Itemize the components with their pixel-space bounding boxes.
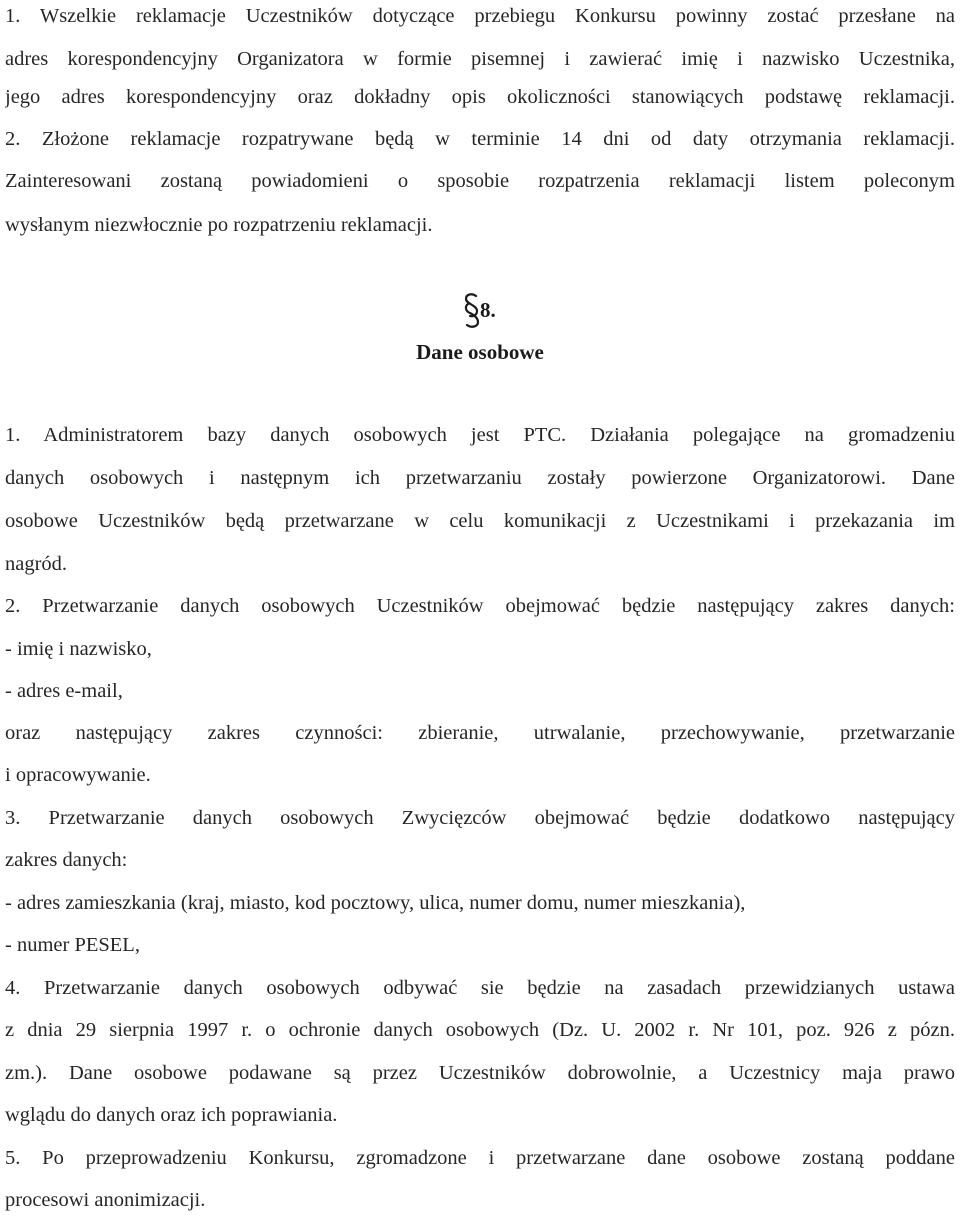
text-line: wglądu do danych oraz ich poprawiania. [5,1104,338,1126]
text-line: - adres e-mail, [5,680,123,702]
text-line: nagród. [5,553,68,575]
text-line: 5. Po przeprowadzeniu Konkursu, zgromadzone i przetwarzane dane osobowe zostaną poddane [5,1147,955,1169]
text-line: jego adres korespondencyjny oraz dokładny opis okoliczności stanowiących podstawę reklamacji. [5,86,955,108]
text-line: oraz następujący zakres czynności: zbieranie, utrwalanie, przechowywanie, przetwarzanie [5,722,955,744]
text-line: procesowi anonimizacji. [5,1189,206,1211]
text-line: - imię i nazwisko, [5,638,152,660]
text-line: z dnia 29 sierpnia 1997 r. o ochronie danych osobowych (Dz. U. 2002 r. Nr 101, poz. 926 z pózn. [5,1019,955,1041]
text-line: 4. Przetwarzanie danych osobowych odbywać sie będzie na zasadach przewidzianych ustawa [5,977,955,999]
section-sign-icon [462,292,482,328]
text-line: 3. Przetwarzanie danych osobowych Zwycięzców obejmować będzie dodatkowo następujący [5,807,955,829]
text-line: osobowe Uczestników będą przetwarzane w celu komunikacji z Uczestnikami i przekazania im [5,510,955,532]
text-line: zakres danych: [5,849,128,871]
text-line: danych osobowych i następnym ich przetwarzaniu zostały powierzone Organizatorowi. Dane [5,467,955,489]
text-line: Zainteresowani zostaną powiadomieni o sposobie rozpatrzenia reklamacji listem poleconym [5,170,955,192]
text-line: i opracowywanie. [5,764,151,786]
text-line: zm.). Dane osobowe podawane są przez Uczestników dobrowolnie, a Uczestnicy maja prawo [5,1062,955,1084]
text-line: 1. Administratorem bazy danych osobowych jest PTC. Działania polegające na gromadzeniu [5,424,955,446]
section-number: 8. [480,298,496,322]
text-line: 2. Przetwarzanie danych osobowych Uczestników obejmować będzie następujący zakres danych: [5,595,955,617]
section-title: Dane osobowe [416,340,544,364]
text-line: adres korespondencyjny Organizatora w formie pisemnej i zawierać imię i nazwisko Uczestnika, [5,48,955,70]
text-line: 2. Złożone reklamacje rozpatrywane będą w terminie 14 dni od daty otrzymania reklamacji. [5,128,955,150]
text-line: 1. Wszelkie reklamacje Uczestników dotyczące przebiegu Konkursu powinny zostać przesłane na [5,5,955,27]
text-line: - adres zamieszkania (kraj, miasto, kod pocztowy, ulica, numer domu, numer mieszkania), [5,892,746,914]
text-line: - numer PESEL, [5,934,140,956]
text-line: wysłanym niezwłocznie po rozpatrzeniu reklamacji. [5,214,433,236]
